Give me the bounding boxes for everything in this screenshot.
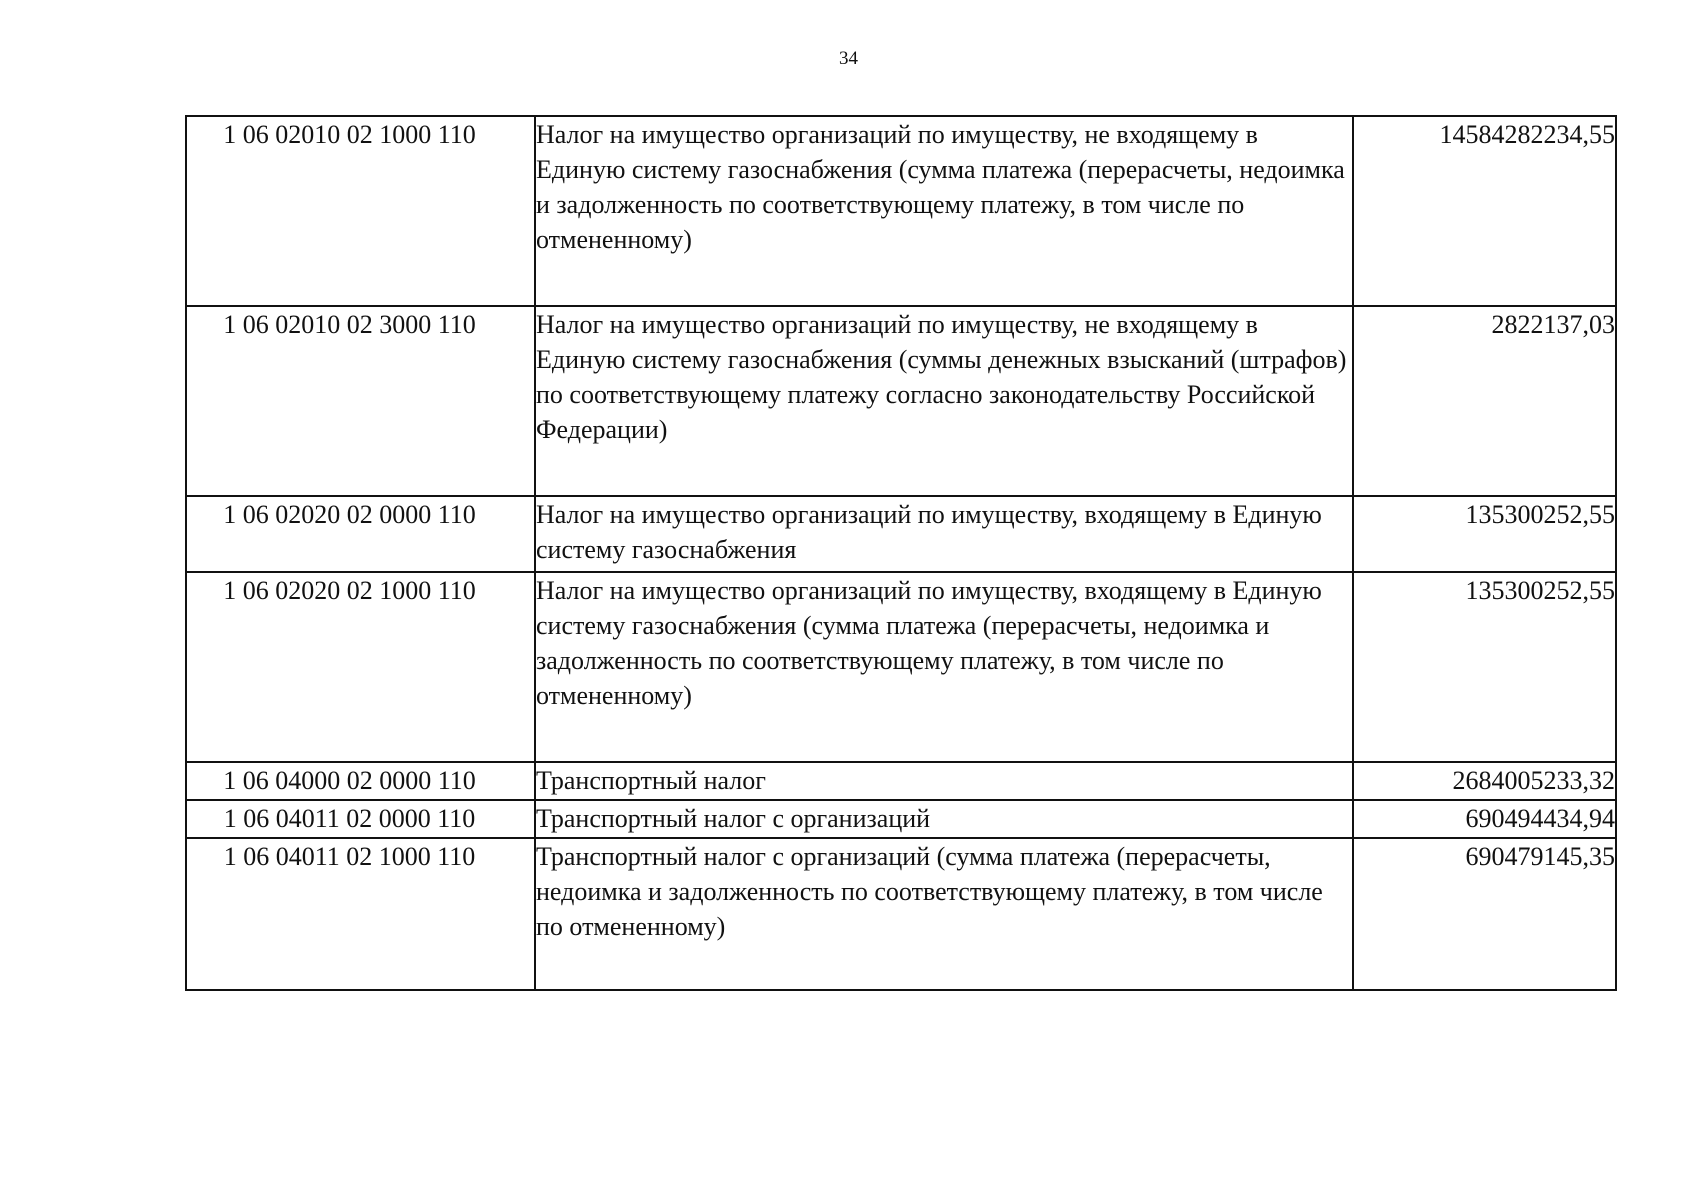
revenue-name-cell: Налог на имущество организаций по имуществу, входящему в Единую систему газоснабжения [535,496,1353,572]
table-row [186,306,1616,496]
revenue-name-cell: Налог на имущество организаций по имуществу, не входящему в Единую систему газоснабжения (сумма платежа (перерасчеты, недоимка и задолженность по соответствующему платежу, в том числе по отмененному) [535,116,1353,306]
table-row [186,800,1616,838]
table-row [186,572,1616,762]
table-row [186,496,1616,572]
table-row [186,762,1616,800]
budget-code-cell [186,496,535,572]
budget-code-cell [186,116,535,306]
amount-cell: 2684005233,32 [1353,762,1616,800]
budget-code: 1 06 02020 02 0000 110 [223,500,476,529]
revenue-name-cell: Налог на имущество организаций по имуществу, не входящему в Единую систему газоснабжения (суммы денежных взысканий (штрафов) по соответствующему платежу согласно законодательству Российской Федерации) [535,306,1353,496]
budget-code: 1 06 04011 02 0000 110 [223,804,476,833]
budget-code-cell [186,800,535,838]
budget-code-cell [186,306,535,496]
page-number: 34 [839,48,858,69]
budget-code-cell [186,572,535,762]
amount-cell: 14584282234,55 [1353,116,1616,306]
table-row [186,116,1616,306]
revenue-name-cell: Транспортный налог с организаций (сумма платежа (перерасчеты, недоимка и задолженность по соответствующему платежу, в том числе по отмененному) [535,838,1353,990]
revenue-name-cell: Налог на имущество организаций по имуществу, входящему в Единую систему газоснабжения (сумма платежа (перерасчеты, недоимка и задолженность по соответствующему платежу, в том числе по отмененному) [535,572,1353,762]
revenue-name-cell: Транспортный налог [535,762,1353,800]
budget-code: 1 06 02010 02 3000 110 [223,310,476,339]
budget-code-cell [186,762,535,800]
amount-cell: 135300252,55 [1353,496,1616,572]
amount-cell: 690479145,35 [1353,838,1616,990]
budget-code: 1 06 02020 02 1000 110 [223,576,476,605]
amount-cell: 2822137,03 [1353,306,1616,496]
revenue-table [185,115,1617,991]
amount-cell: 135300252,55 [1353,572,1616,762]
table-row [186,838,1616,990]
budget-code: 1 06 04000 02 0000 110 [223,766,476,795]
budget-code: 1 06 04011 02 1000 110 [223,842,476,871]
budget-code: 1 06 02010 02 1000 110 [223,120,476,149]
amount-cell: 690494434,94 [1353,800,1616,838]
budget-code-cell [186,838,535,990]
revenue-name-cell: Транспортный налог с организаций [535,800,1353,838]
